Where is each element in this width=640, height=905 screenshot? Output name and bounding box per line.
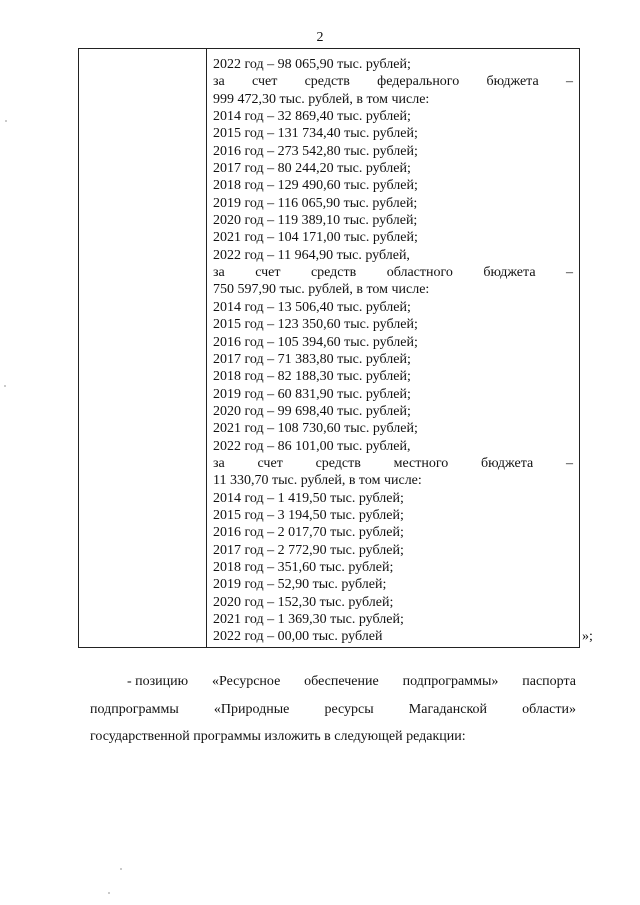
funding-line-word: областного (386, 265, 453, 281)
funding-line: 2022 год – 00,00 тыс. рублей (213, 629, 383, 645)
funding-line: 2016 год – 273 542,80 тыс. рублей; (213, 143, 418, 159)
funding-line: 2017 год – 80 244,20 тыс. рублей; (213, 161, 411, 177)
funding-line: 2014 год – 1 419,50 тыс. рублей; (213, 490, 404, 506)
funding-line-word: счет (252, 74, 278, 90)
scan-speck (120, 868, 122, 870)
funding-line: 2020 год – 99 698,40 тыс. рублей; (213, 403, 411, 419)
funding-line: 2015 год – 131 734,40 тыс. рублей; (213, 126, 418, 142)
paragraph-word: обеспечение (304, 674, 379, 689)
funding-line: 2016 год – 105 394,60 тыс. рублей; (213, 334, 418, 350)
funding-line-word: федерального (377, 74, 460, 90)
funding-cell (213, 56, 573, 646)
funding-line-word: местного (393, 455, 449, 471)
paragraph-word: «Природные (213, 701, 290, 717)
paragraph-word: ресурсы (324, 701, 374, 717)
funding-line: 2014 год – 32 869,40 тыс. рублей; (213, 109, 411, 125)
funding-line: 2016 год – 2 017,70 тыс. рублей; (213, 525, 404, 541)
page-number: 2 (316, 30, 324, 45)
funding-line-word: бюджета (483, 265, 536, 281)
funding-line: 2018 год – 351,60 тыс. рублей; (213, 559, 394, 575)
funding-line: 2015 год – 3 194,50 тыс. рублей; (213, 507, 404, 523)
paragraph-word: области» (522, 701, 576, 717)
funding-table (78, 48, 580, 648)
funding-line-word: счет (257, 455, 283, 471)
funding-line: 2021 год – 108 730,60 тыс. рублей; (213, 421, 418, 437)
paragraph-word: паспорта (522, 674, 576, 689)
funding-line: 2022 год – 98 065,90 тыс. рублей; (213, 57, 411, 72)
funding-line-word: за (213, 265, 225, 281)
funding-line: 750 597,90 тыс. рублей, в том числе: (213, 282, 430, 298)
funding-line-word: за (213, 74, 225, 90)
funding-line-word: средств (304, 74, 350, 90)
funding-line: 2014 год – 13 506,40 тыс. рублей; (213, 299, 411, 315)
funding-line: 2020 год – 119 389,10 тыс. рублей; (213, 213, 418, 229)
funding-line: 2015 год – 123 350,60 тыс. рублей; (213, 317, 418, 333)
funding-line: 2022 год – 86 101,00 тыс. рублей, (213, 438, 411, 454)
funding-line-word: бюджета (486, 74, 539, 90)
funding-line: 2019 год – 52,90 тыс. рублей; (213, 577, 387, 593)
funding-line: 2021 год – 1 369,30 тыс. рублей; (213, 612, 404, 627)
funding-line: 2018 год – 129 490,60 тыс. рублей; (213, 178, 418, 194)
paragraph-line (90, 668, 576, 696)
paragraph-word: «Ресурсное (212, 674, 281, 689)
funding-line: 2020 год – 152,30 тыс. рублей; (213, 594, 394, 610)
paragraph-word: подпрограммы» (402, 674, 499, 689)
funding-line: 2018 год – 82 188,30 тыс. рублей; (213, 369, 411, 385)
funding-line: 2017 год – 71 383,80 тыс. рублей; (213, 351, 411, 367)
funding-line-word: счет (255, 265, 281, 281)
funding-line-word: – (565, 74, 573, 90)
scan-speck (108, 892, 110, 894)
funding-line (213, 73, 573, 90)
funding-line (213, 264, 573, 281)
column-divider (206, 49, 207, 647)
instruction-paragraph (90, 668, 576, 751)
scan-speck (5, 120, 7, 122)
funding-line: 11 330,70 тыс. рублей, в том числе: (213, 473, 422, 489)
funding-line-word: средств (315, 455, 361, 471)
funding-line-word: за (213, 455, 225, 471)
paragraph-word: - позицию (127, 674, 189, 689)
funding-line-word: средств (310, 265, 357, 281)
funding-line: 2021 год – 104 171,00 тыс. рублей; (213, 230, 418, 246)
funding-line-word: – (565, 455, 573, 471)
funding-line: 2019 год – 60 831,90 тыс. рублей; (213, 386, 411, 402)
paragraph-word: подпрограммы (90, 701, 179, 717)
funding-line: 2017 год – 2 772,90 тыс. рублей; (213, 542, 404, 558)
funding-line (213, 455, 573, 472)
funding-line: 2022 год – 11 964,90 тыс. рублей, (213, 247, 410, 263)
paragraph-line: государственной программы изложить в следующей редакции: (90, 729, 466, 744)
closing-quote: »; (582, 629, 593, 644)
paragraph-word: Магаданской (408, 701, 488, 717)
funding-line: 999 472,30 тыс. рублей, в том числе: (213, 91, 430, 107)
funding-line-word: – (565, 265, 573, 281)
scan-speck (4, 385, 6, 387)
funding-line: 2019 год – 116 065,90 тыс. рублей; (213, 195, 418, 211)
funding-line-word: бюджета (481, 455, 534, 471)
paragraph-line (90, 696, 576, 724)
